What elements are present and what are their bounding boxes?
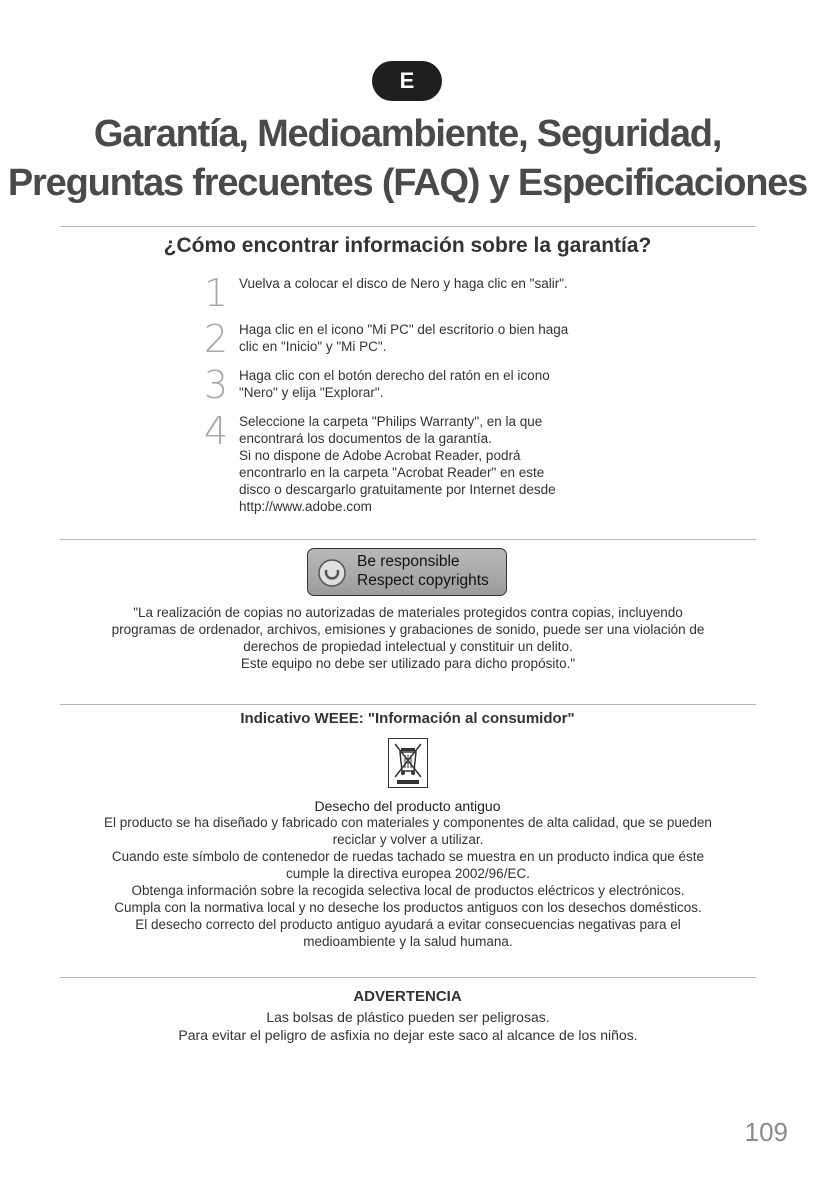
step-text: Vuelva a colocar el disco de Nero y haga clic en "salir". — [239, 276, 568, 291]
weee-text: El producto se ha diseñado y fabricado con materiales y componentes de alta calidad, que se pueden reciclar y volver a utilizar. Cuando este símbolo de contenedor de ruedas tachado se muestra en un producto indica que éste cumple la directiva europea 2002/96/EC. Obtenga información sobre la recogida selectiva local de productos eléctricos y electrónicos. Cumpla con la normativa local y no deseche los productos antiguos con los desechos domésticos. El desecho correcto del producto antiguo ayudará a evitar consecuencias negativas para el medioambiente y la salud humana. — [104, 815, 712, 949]
warning-heading: ADVERTENCIA — [353, 988, 462, 1005]
badge-line-2: Respect copyrights — [357, 572, 489, 589]
warning-line-1: Las bolsas de plástico pueden ser peligrosas. — [266, 1009, 550, 1025]
step-text: Haga clic con el botón derecho del ratón en el icono "Nero" y elija "Explorar". — [239, 368, 550, 400]
step-text: Haga clic en el icono "Mi PC" del escritorio o bien haga clic en "Inicio" y "Mi PC". — [239, 322, 569, 354]
divider — [60, 977, 756, 978]
step-number: 2 — [203, 317, 229, 361]
copyright-text: "La realización de copias no autorizadas de materiales protegidos contra copias, incluyendo programas de ordenador, archivos, emisiones y grabaciones de sonido, puede ser una violación de derechos de propiedad intelectual y constituir un delito. Este equipo no debe ser utilizado para dicho propósito." — [111, 605, 705, 671]
step-text: Seleccione la carpeta "Philips Warranty", en la que encontrará los documentos de la garantía. Si no dispone de Adobe Acrobat Reader, podrá encontrarlo en la carpeta "Acrobat Reader" en este disco o descargarlo gratuitamente por Internet desde http://www.adobe.com — [239, 414, 556, 514]
copyright-badge — [307, 548, 507, 596]
weee-heading: Indicativo WEEE: "Información al consumidor" — [240, 710, 575, 727]
step-number: 4 — [203, 409, 229, 453]
crossed-out-wheeled-bin-icon — [388, 738, 428, 788]
divider — [60, 226, 756, 227]
page-number: 109 — [744, 1117, 788, 1147]
weee-subheading: Desecho del producto antiguo — [314, 798, 501, 814]
language-badge: E — [372, 61, 442, 101]
copyright-circle-icon — [317, 558, 347, 588]
step-number: 1 — [203, 271, 229, 315]
warranty-heading: ¿Cómo encontrar información sobre la garantía? — [163, 234, 652, 257]
divider — [60, 539, 756, 540]
warning-line-2: Para evitar el peligro de asfixia no dejar este saco al alcance de los niños. — [178, 1027, 638, 1043]
divider — [60, 704, 756, 705]
badge-line-1: Be responsible — [357, 553, 460, 570]
step-number: 3 — [203, 363, 229, 407]
page-title: Garantía, Medioambiente, Seguridad, Preguntas frecuentes (FAQ) y Especificaciones — [7, 113, 808, 204]
